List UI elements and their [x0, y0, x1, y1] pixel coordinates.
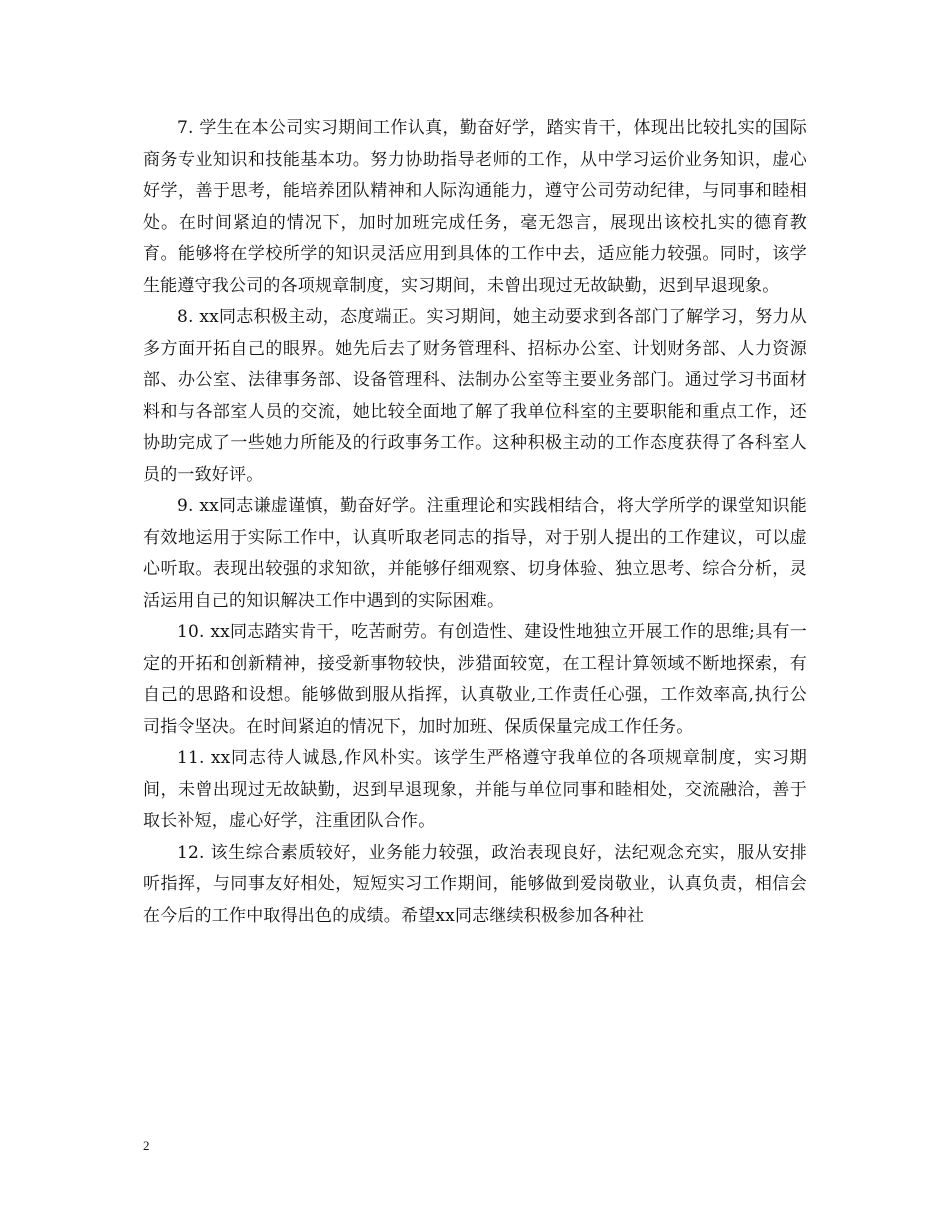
page-number: 2	[143, 1138, 150, 1153]
paragraph-8: 8. xx同志积极主动，态度端正。实习期间，她主动要求到各部门了解学习，努力从多方面开拓自己的眼界。她先后去了财务管理科、招标办公室、计划财务部、人力资源部、办公室、法律事务部、设备管理科、法制办公室等主要业务部门。通过学习书面材料和与各部室人员的交流，她比较全面地了解了我单位科室的主要职能和重点工作，还协助完成了一些她力所能及的行政事务工作。这种积极主动的工作态度获得了各科室人员的一致好评。	[143, 307, 807, 485]
paragraph-7: 7. 学生在本公司实习期间工作认真，勤奋好学，踏实肯干，体现出比较扎实的国际商务专业知识和技能基本功。努力协助指导老师的工作，从中学习运价业务知识，虚心好学，善于思考，能培养团队精神和人际沟通能力，遵守公司劳动纪律，与同事和睦相处。在时间紧迫的情况下，加时加班完成任务，毫无怨言，展现出该校扎实的德育教育。能够将在学校所学的知识灵活应用到具体的工作中去，适应能力较强。同时，该学生能遵守我公司的各项规章制度，实习期间，未曾出现过无故缺勤，迟到早退现象。	[143, 118, 807, 296]
paragraph-9: 9. xx同志谦虚谨慎，勤奋好学。注重理论和实践相结合，将大学所学的课堂知识能有效地运用于实际工作中，认真听取老同志的指导，对于别人提出的工作建议，可以虚心听取。表现出较强的求知欲，并能够仔细观察、切身体验、独立思考、综合分析，灵活运用自己的知识解决工作中遇到的实际困难。	[143, 496, 807, 611]
document-body	[143, 113, 807, 932]
paragraph-11: 11. xx同志待人诚恳,作风朴实。该学生严格遵守我单位的各项规章制度，实习期间，未曾出现过无故缺勤，迟到早退现象，并能与单位同事和睦相处，交流融洽，善于取长补短，虚心好学，注重团队合作。	[143, 748, 807, 831]
paragraph-10: 10. xx同志踏实肯干，吃苦耐劳。有创造性、建设性地独立开展工作的思维;具有一定的开拓和创新精神，接受新事物较快，涉猎面较宽，在工程计算领域不断地探索，有自己的思路和设想。能够做到服从指挥，认真敬业,工作责任心强，工作效率高,执行公司指令坚决。在时间紧迫的情况下，加时加班、保质保量完成工作任务。	[143, 622, 807, 737]
paragraph-12: 12. 该生综合素质较好，业务能力较强，政治表现良好，法纪观念充实，服从安排听指挥，与同事友好相处，短短实习工作期间，能够做到爱岗敬业，认真负责，相信会在今后的工作中取得出色的成绩。希望xx同志继续积极参加各种社	[143, 842, 807, 926]
